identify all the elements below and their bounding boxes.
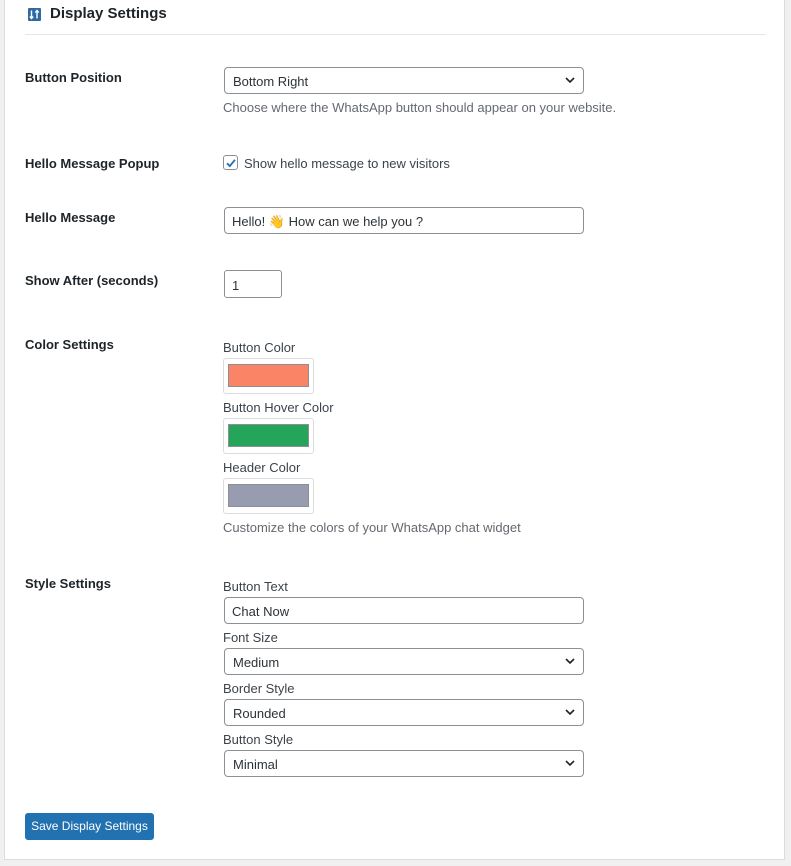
button-position-description: Choose where the WhatsApp button should appear on your website. [223,100,617,115]
font-size-label: Font Size [223,630,278,645]
page-title: Display Settings [50,5,167,22]
button-style-select[interactable] [224,750,584,777]
show-after-label: Show After (seconds) [25,273,159,288]
chevron-down-icon [565,759,575,767]
button-position-label: Button Position [25,70,122,85]
display-settings-card [4,0,785,860]
button-style-value: Minimal [233,757,278,772]
button-text-label: Button Text [223,579,288,594]
button-color-swatch[interactable] [228,364,309,387]
section-header [25,0,766,35]
save-display-settings-button[interactable]: Save Display Settings [25,813,154,840]
style-settings-label: Style Settings [25,576,111,591]
hello-popup-checkbox-label[interactable]: Show hello message to new visitors [244,156,450,171]
hover-color-picker[interactable] [223,418,314,454]
color-settings-label: Color Settings [25,337,114,352]
hover-color-swatch[interactable] [228,424,309,447]
button-text-value: Chat Now [232,604,290,619]
border-style-label: Border Style [223,681,295,696]
header-color-swatch[interactable] [228,484,309,507]
header-color-picker[interactable] [223,478,314,514]
chevron-down-icon [565,76,575,84]
sort-arrows-icon [28,8,41,21]
button-text-input[interactable] [224,597,584,624]
hello-message-value: Hello! 👋 How can we help you ? [232,214,424,229]
hover-color-label: Button Hover Color [223,400,334,415]
checkmark-icon [225,157,237,169]
hello-message-input[interactable] [224,207,584,234]
border-style-value: Rounded [233,706,286,721]
hello-popup-checkbox[interactable] [223,155,238,170]
font-size-select[interactable] [224,648,584,675]
chevron-down-icon [565,657,575,665]
header-color-label: Header Color [223,460,301,475]
font-size-value: Medium [233,655,280,670]
chevron-down-icon [565,708,575,716]
hello-message-label: Hello Message [25,210,116,225]
border-style-select[interactable] [224,699,584,726]
color-settings-description: Customize the colors of your WhatsApp chat widget [223,520,521,535]
show-after-value: 1 [232,278,240,293]
show-after-input[interactable] [224,270,282,298]
button-position-select[interactable] [224,67,584,94]
button-style-label: Button Style [223,732,294,747]
button-color-picker[interactable] [223,358,314,394]
button-position-value: Bottom Right [233,74,309,89]
button-color-label: Button Color [223,340,296,355]
hello-popup-label: Hello Message Popup [25,156,160,171]
